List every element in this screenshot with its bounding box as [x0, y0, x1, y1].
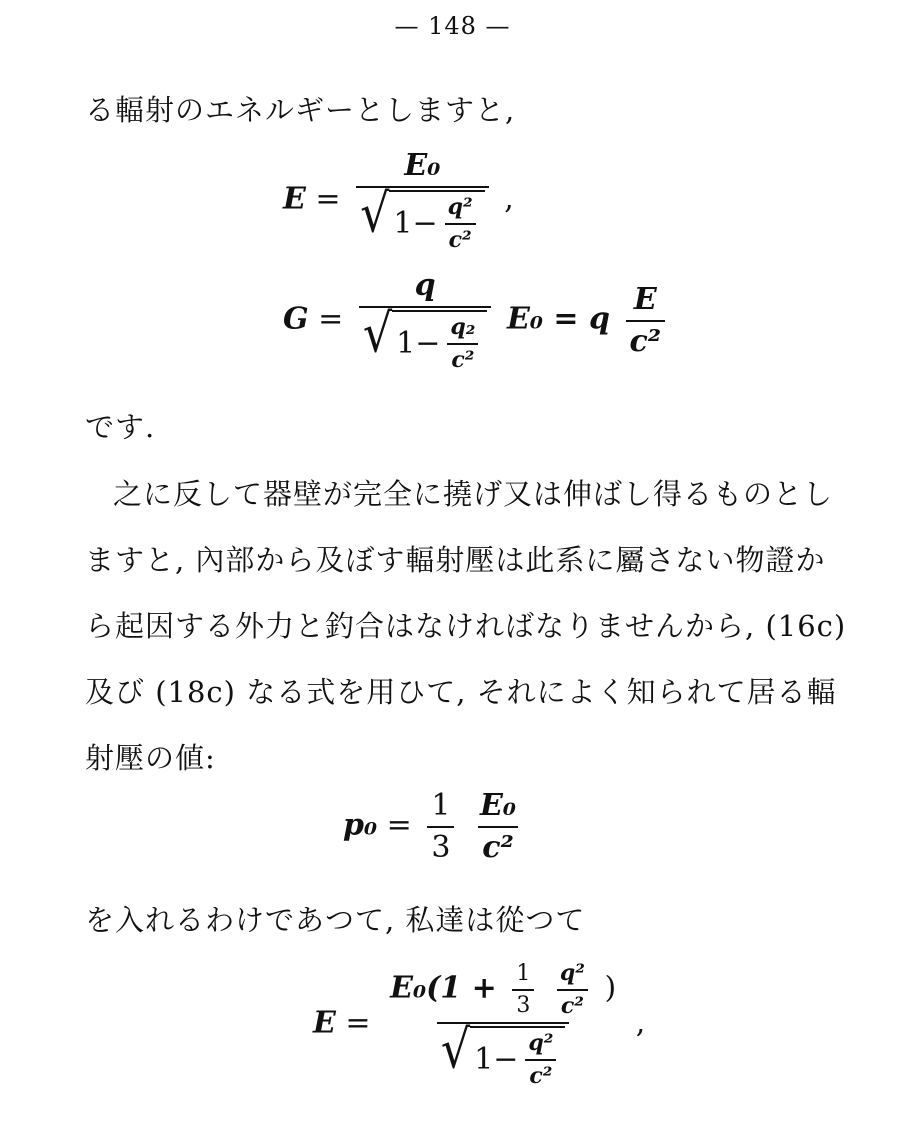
eq3-fraction-b — [476, 788, 520, 865]
text-line-8: を入れるわけであつて, 私達は從つて — [85, 903, 586, 937]
eq3-b-num: E₀ — [480, 788, 517, 823]
eq4-num-frac-a — [512, 961, 534, 1018]
eq4-fraction — [386, 960, 620, 1089]
text-line-1: る輻射のエネルギーとしますと, — [85, 93, 516, 127]
eq1-minus: − — [412, 206, 438, 241]
eq4-b-num: q² — [559, 960, 585, 986]
eq2-fraction — [359, 268, 492, 373]
eq2-one: 1 — [396, 326, 416, 361]
text-line-7: 射壓の値: — [85, 741, 216, 775]
eq1-fraction — [356, 148, 489, 253]
eq3-a-den: 3 — [427, 826, 454, 865]
eq4-num-frac-b — [556, 960, 589, 1019]
eq4-inner-fraction — [524, 1030, 557, 1089]
eq2-lhs: G — [283, 301, 309, 337]
eq3-a-num: 1 — [431, 788, 451, 823]
eq2-inner-fraction — [446, 314, 479, 373]
equation-4 — [313, 960, 645, 1089]
eq4-numerator — [386, 960, 620, 1022]
text-line-5: ら起因する外力と釣合はなければなりませんから, (16c) — [85, 609, 847, 643]
eq3-fraction-a — [427, 788, 454, 865]
page-number: — 148 — — [394, 12, 511, 40]
eq1-inner-den: c² — [445, 223, 476, 253]
text-line-4: ますと, 內部から及ぼす輻射壓は此系に屬さない物證か — [85, 543, 826, 577]
eq4-sqrt — [440, 1017, 566, 1089]
eq1-denominator — [356, 181, 489, 253]
eq2-numerator: q — [414, 268, 436, 303]
eq3-b-den: c² — [478, 826, 517, 865]
eq4-equals: = — [345, 1005, 371, 1041]
eq4-denominator — [437, 1017, 570, 1089]
eq3-equals: = — [386, 807, 412, 843]
eq1-lhs: E — [283, 181, 306, 217]
eq1-comma: , — [504, 181, 514, 217]
equation-1 — [283, 148, 514, 253]
eq2-equals: = — [318, 301, 344, 337]
eq4-num-post: ) — [604, 970, 617, 1006]
eq4-a-den: 3 — [512, 989, 534, 1018]
sqrt-icon: √ — [440, 1017, 471, 1081]
text-line-3: 之に反して器壁が完全に撓げ又は伸ばし得るものとし — [113, 477, 834, 511]
eq4-b-den: c² — [557, 989, 588, 1019]
eq1-equals: = — [315, 181, 341, 217]
eq4-inner-den: c² — [525, 1059, 556, 1089]
eq2-inner-num: q₂ — [450, 314, 476, 340]
eq3-lhs: p₀ — [343, 807, 378, 843]
eq2-denominator — [359, 301, 492, 373]
sqrt-icon: √ — [362, 301, 393, 365]
eq1-inner-fraction — [444, 194, 477, 253]
equation-3 — [343, 788, 526, 865]
eq2-middle: E₀ = q — [506, 301, 610, 337]
eq4-lhs: E — [313, 1005, 336, 1041]
eq4-one: 1 — [474, 1042, 494, 1077]
eq2-minus: − — [415, 326, 441, 361]
eq1-sqrt — [360, 181, 485, 253]
eq1-one: 1 — [393, 206, 413, 241]
eq2-right-fraction — [626, 282, 665, 359]
eq4-minus: − — [493, 1042, 519, 1077]
eq2-right-num: E — [633, 282, 657, 317]
eq2-sqrt — [362, 301, 488, 373]
sqrt-icon: √ — [360, 181, 390, 245]
eq2-inner-den: c² — [447, 343, 478, 373]
eq2-right-den: c² — [626, 320, 665, 359]
eq4-inner-num: q² — [528, 1030, 554, 1056]
eq4-a-num: 1 — [516, 961, 531, 986]
eq1-inner-num: q² — [447, 194, 473, 220]
equation-2 — [283, 268, 671, 373]
text-line-6: 及び (18c) なる式を用ひて, それによく知られて居る輻 — [85, 675, 837, 709]
eq4-comma: , — [635, 1005, 646, 1041]
eq1-numerator: E₀ — [404, 148, 441, 183]
text-line-2: です. — [85, 410, 156, 444]
eq4-num-pre: E₀(1 + — [390, 970, 497, 1006]
